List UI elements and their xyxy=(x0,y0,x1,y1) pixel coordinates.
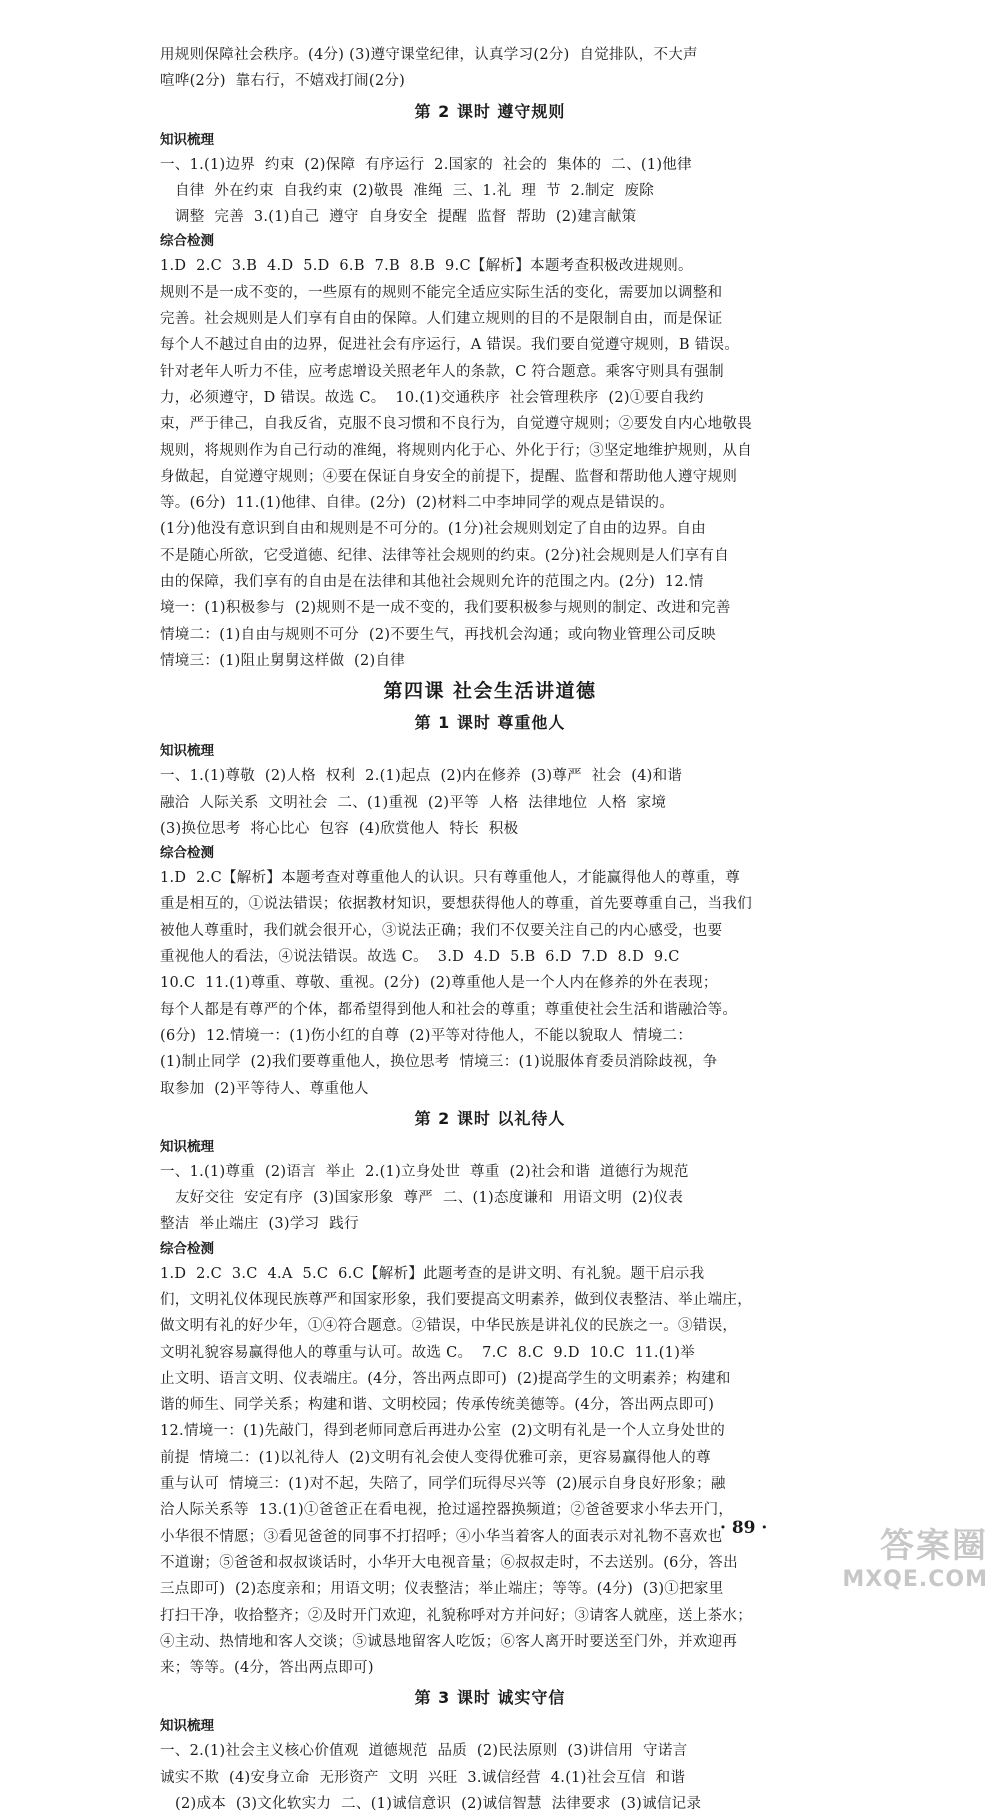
text-line: 谐的师生、同学关系；构建和谐、文明校园；传承传统美德等。(4分，答出两点即可) xyxy=(160,1397,715,1414)
text-line: 每个人都是有尊严的个体，都希望得到他人和社会的尊重；尊重使社会生活和谐融洽等。 xyxy=(160,1001,738,1018)
text-line: 做文明有礼的好少年，①④符合题意。②错误，中华民族是讲礼仪的民族之一。③错误， xyxy=(160,1318,738,1335)
text-line: 境一：(1)积极参与 (2)规则不是一成不变的，我们要积极参与规则的制定、改进和完善 xyxy=(160,600,731,617)
text-line: 文明礼貌容易赢得他人的尊重与认可。故选 C。 7.C 8.C 9.D 10.C 11.(1)举 xyxy=(160,1344,695,1361)
text-line: ④主动、热情地和客人交谈；⑤诚恳地留客人吃饭；⑥客人离开时要送至门外，并欢迎再 xyxy=(160,1633,738,1650)
text-line: 调整 完善 3.(1)自己 遵守 自身安全 提醒 监督 帮助 (2)建言献策 xyxy=(175,209,637,226)
text-line: 一、1.(1)边界 约束 (2)保障 有序运行 2.国家的 社会的 集体的 二、(1)他律 xyxy=(160,156,692,173)
subsection-label: 知识梳理 xyxy=(160,1138,214,1155)
watermark-logo: 答案圈 xyxy=(880,1526,988,1566)
text-line: 情境二：(1)自由与规则不可分 (2)不要生气，再找机会沟通；或向物业管理公司反映 xyxy=(160,626,716,643)
text-line: 三点即可) (2)态度亲和；用语文明；仪表整洁；举止端庄；等等。(4分) (3)①把家里 xyxy=(160,1581,724,1598)
text-line: 规则，将规则作为自己行动的准绳，将规则内化于心、外化于行；③坚定地维护规则，从自 xyxy=(160,442,752,459)
text-line: 融洽 人际关系 文明社会 二、(1)重视 (2)平等 人格 法律地位 人格 家境 xyxy=(160,794,667,811)
text-line: 不道谢；⑤爸爸和叔叔谈话时，小华开大电视音量；⑥叔叔走时，不去送别。(6分，答出 xyxy=(160,1554,738,1571)
answer-page-content xyxy=(160,42,820,1817)
subsection-label: 知识梳理 xyxy=(160,131,214,148)
text-line: 自律 外在约束 自我约束 (2)敬畏 准绳 三、1.礼 理 节 2.制定 废除 xyxy=(175,182,655,199)
text-line: 一、2.(1)社会主义核心价值观 道德规范 品质 (2)民法原则 (3)讲信用 守诺言 xyxy=(160,1743,688,1760)
text-line: 身做起，自觉遵守规则；④要在保证自身安全的前提下，提醒、监督和帮助他人遵守规则 xyxy=(160,468,738,485)
text-line: 等。(6分) 11.(1)他律、自律。(2分) (2)材料二中李坤同学的观点是错误的。 xyxy=(160,495,675,512)
subsection-label: 综合检测 xyxy=(160,845,214,862)
section-heading: 第 3 课时 诚实守信 xyxy=(414,1688,566,1708)
text-line: 每个人不越过自由的边界，促进社会有序运行，A 错误。我们要自觉遵守规则，B 错误。 xyxy=(160,337,740,354)
text-line: 力，必须遵守，D 错误。故选 C。 10.(1)交通秩序 社会管理秩序 (2)①要自我约 xyxy=(160,389,704,406)
text-line: 1.D 2.C 3.C 4.A 5.C 6.C【解析】此题考查的是讲文明、有礼貌。题干启示我 xyxy=(160,1265,705,1282)
text-line: 整洁 举止端庄 (3)学习 践行 xyxy=(160,1216,359,1233)
text-line: 针对老年人听力不佳，应考虑增设关照老年人的条款，C 符合题意。乘客守则具有强制 xyxy=(160,363,724,380)
lesson-heading: 第四课 社会生活讲道德 xyxy=(383,680,597,703)
text-line: 10.C 11.(1)尊重、尊敬、重视。(2分) (2)尊重他人是一个人内在修养的外在表现； xyxy=(160,975,718,992)
text-line: (3)换位思考 将心比心 包容 (4)欣赏他人 特长 积极 xyxy=(160,820,519,837)
section-heading: 第 2 课时 遵守规则 xyxy=(414,101,566,121)
text-line: 诚实不欺 (4)安身立命 无形资产 文明 兴旺 3.诚信经营 4.(1)社会互信 和谐 xyxy=(160,1769,686,1786)
text-line: (2)成本 (3)文化软实力 二、(1)诚信意识 (2)诚信智慧 法律要求 (3)诚信记录 xyxy=(175,1796,702,1813)
text-line: 1.D 2.C 3.B 4.D 5.D 6.B 7.B 8.B 9.C【解析】本题考查积极改进规则。 xyxy=(160,258,693,275)
text-line: 重视他人的看法，④说法错误。故选 C。 3.D 4.D 5.B 6.D 7.D 8.D 9.C xyxy=(160,949,680,966)
text-line: 用规则保障社会秩序。(4分) (3)遵守课堂纪律，认真学习(2分) 自觉排队，不大声 xyxy=(160,47,698,63)
text-line: 一、1.(1)尊重 (2)语言 举止 2.(1)立身处世 尊重 (2)社会和谐 道德行为规范 xyxy=(160,1163,689,1180)
subsection-label: 知识梳理 xyxy=(160,1718,214,1735)
text-line: 取参加 (2)平等待人、尊重他人 xyxy=(160,1080,369,1097)
subsection-label: 综合检测 xyxy=(160,233,214,250)
text-line: 来；等等。(4分，答出两点即可) xyxy=(160,1660,374,1677)
text-line: 被他人尊重时，我们就会很开心，③说法正确；我们不仅要关注自己的内心感受，也要 xyxy=(160,922,723,939)
text-line: 洽人际关系等 13.(1)①爸爸正在看电视，抢过遥控器换频道；②爸爸要求小华去开门， xyxy=(160,1502,734,1519)
page-number: · 89 · xyxy=(720,1518,768,1538)
text-line: (1分)他没有意识到自由和规则是不可分的。(1分)社会规则划定了自由的边界。自由 xyxy=(160,521,707,538)
text-line: 重是相互的，①说法错误；依据教材知识，要想获得他人的尊重，首先要尊重自己，当我们 xyxy=(160,896,752,913)
text-line: 情境三：(1)阻止舅舅这样做 (2)自律 xyxy=(160,652,406,669)
section-heading: 第 1 课时 尊重他人 xyxy=(414,713,566,733)
text-line: (1)制止同学 (2)我们要尊重他人，换位思考 情境三：(1)说服体育委员消除歧视，争 xyxy=(160,1054,718,1071)
text-line: 前提 情境二：(1)以礼待人 (2)文明有礼会使人变得优雅可亲，更容易赢得他人的尊 xyxy=(160,1449,711,1466)
text-line: 友好交往 安定有序 (3)国家形象 尊严 二、(1)态度谦和 用语文明 (2)仪表 xyxy=(175,1190,684,1207)
text-line: 一、1.(1)尊敬 (2)人格 权利 2.(1)起点 (2)内在修养 (3)尊严 社会 (4)和谐 xyxy=(160,768,683,785)
watermark xyxy=(842,1518,988,1592)
text-line: 12.情境一：(1)先敲门，得到老师同意后再进办公室 (2)文明有礼是一个人立身处世的 xyxy=(160,1423,726,1440)
text-line: 止文明、语言文明、仪表端庄。(4分，答出两点即可) (2)提高学生的文明素养；构建和 xyxy=(160,1370,731,1387)
text-line: 小华很不情愿；③看见爸爸的同事不打招呼；④小华当着客人的面表示对礼物不喜欢也 xyxy=(160,1528,723,1545)
text-line: 不是随心所欲，它受道德、纪律、法律等社会规则的约束。(2分)社会规则是人们享有自 xyxy=(160,547,730,564)
text-line: 完善。社会规则是人们享有自由的保障。人们建立规则的目的不是限制自由，而是保证 xyxy=(160,311,723,328)
text-line: 规则不是一成不变的，一些原有的规则不能完全适应实际生活的变化，需要加以调整和 xyxy=(160,284,723,301)
subsection-label: 知识梳理 xyxy=(160,743,214,760)
section-heading: 第 2 课时 以礼待人 xyxy=(414,1108,566,1128)
text-line: 由的保障，我们享有的自由是在法律和其他社会规则允许的范围之内。(2分) 12.情 xyxy=(160,574,704,591)
text-line: 重与认可 情境三：(1)对不起，失陪了，同学们玩得尽兴等 (2)展示自身良好形象；融 xyxy=(160,1476,726,1493)
text-line: 打扫干净，收拾整齐；②及时开门欢迎，礼貌称呼对方并问好；③请客人就座，送上茶水； xyxy=(160,1607,752,1624)
text-line: (6分) 12.情境一：(1)伤小红的自尊 (2)平等对待他人，不能以貌取人 情境二： xyxy=(160,1027,693,1044)
watermark-url: MXQE.COM xyxy=(842,1567,988,1592)
text-line: 束，严于律己，自我反省，克服不良习惯和不良行为，自觉遵守规则；②要发自内心地敬畏 xyxy=(160,416,752,433)
text-line: 喧哗(2分) 靠右行，不嬉戏打闹(2分) xyxy=(160,73,406,90)
text-line: 1.D 2.C【解析】本题考查对尊重他人的认识。只有尊重他人，才能赢得他人的尊重，尊 xyxy=(160,870,741,887)
text-line: 们，文明礼仪体现民族尊严和国家形象，我们要提高文明素养，做到仪表整洁、举止端庄， xyxy=(160,1291,752,1308)
subsection-label: 综合检测 xyxy=(160,1240,214,1257)
